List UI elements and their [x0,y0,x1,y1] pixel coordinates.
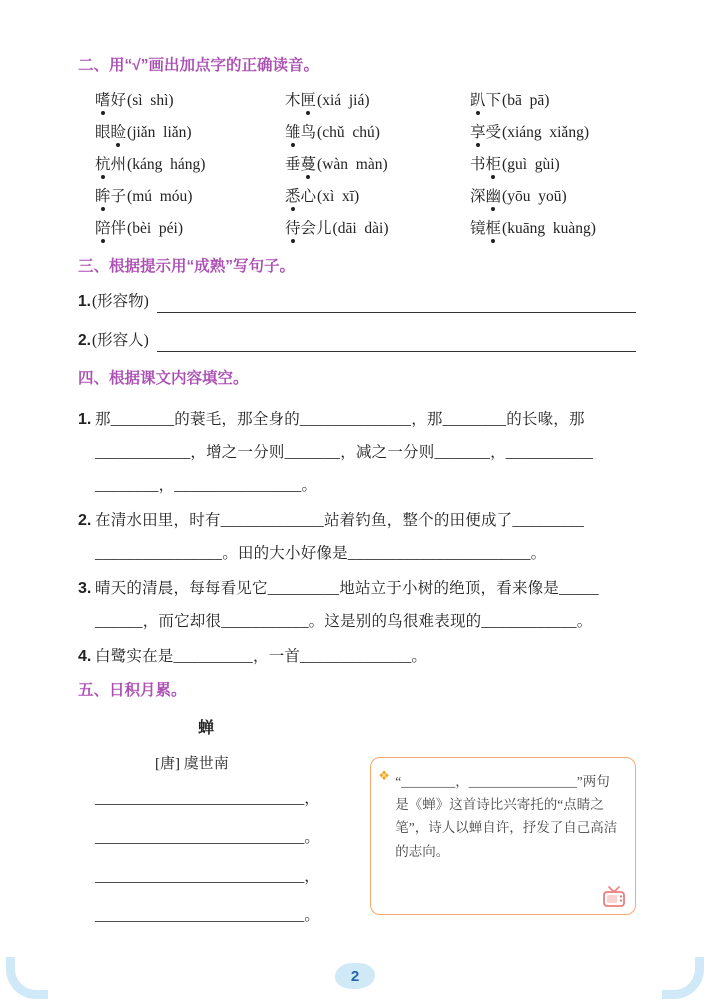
dotted-char: 悉 [285,188,301,205]
word-item [95,90,285,111]
word-item [470,90,636,111]
poem [78,715,370,935]
answer-blank[interactable] [157,332,636,352]
item-number: 2. [78,332,91,349]
tv-icon [602,886,626,907]
word-item [285,186,470,207]
sentence-list [78,291,636,352]
dotted-char: 雏 [285,124,301,141]
section-sentence-heading: 三、根据提示用“成熟”写句子。 [78,258,296,275]
dotted-char: 陪 [95,220,111,237]
fill-line[interactable]: 在清水田里，时有_____________站着钓鱼，整个的田便成了_________ [95,512,584,529]
word-char: 下 [485,92,502,109]
poem-author: [唐] 虞世南 [155,756,229,772]
dotted-char: 蔓 [300,156,317,173]
dotted-char: 匣 [300,92,317,109]
word-item [95,154,285,175]
page-corner-left-decoration [6,957,48,999]
word-char: 好 [110,92,127,109]
word-char: 子 [110,188,127,205]
poem-blank-line[interactable]: ___________________________。 [95,829,320,846]
pinyin-options[interactable]: (yōu yoū) [502,188,567,205]
item-label: (形容物) [91,293,149,310]
pinyin-options[interactable]: (jiǎn liǎn) [127,124,192,141]
page-number: 2 [350,967,360,985]
word-item [470,218,636,239]
item-label: (形容人) [91,332,149,349]
word-item [470,154,636,175]
item-number: 4. [78,648,92,665]
item-number: 1. [78,411,92,428]
item-number: 2. [78,512,92,529]
poem-title: 蝉 [198,720,215,737]
dotted-char: 杭 [95,156,111,173]
word-char: 会儿 [300,220,332,237]
accumulate-block [78,715,636,935]
word-char: 木 [285,92,301,109]
dotted-char: 睑 [110,124,127,141]
word-item [470,122,636,143]
fill-line[interactable]: ____________，增之一分则_______，减之一分则_______，___________ [95,444,594,461]
fill-line[interactable]: 那________的蓑毛，那全身的______________，那________的长喙，那 [95,411,585,428]
dotted-char: 趴 [470,92,486,109]
word-char: 垂 [285,156,301,173]
poem-lines [78,779,370,935]
pinyin-options[interactable]: (xì xī) [317,188,360,205]
word-char: 受 [485,124,502,141]
fill-item [78,504,636,570]
page-number-badge [335,963,375,989]
fill-item [78,572,636,638]
dotted-char: 框 [485,220,502,237]
section-accumulate-heading: 五、日积月累。 [78,682,187,699]
fill-line[interactable]: ________________。田的大小好像是_______________________。 [95,545,547,562]
word-char: 鸟 [300,124,317,141]
hint-text: “________，________________”两句是《蝉》这首诗比兴寄托的“点睛之笔”，诗人以蝉自许，抒发了自己高洁的志向。 [395,774,618,859]
dotted-char: 待 [285,220,301,237]
poem-blank-line[interactable]: ___________________________， [95,790,320,807]
dotted-char: 嗜 [95,92,111,109]
pinyin-options[interactable]: (bèi péi) [127,220,183,237]
sentence-item [78,330,636,352]
dotted-char: 享 [470,124,486,141]
pinyin-options[interactable]: (wàn màn) [317,156,388,173]
pinyin-options[interactable]: (mú móu) [127,188,193,205]
word-item [285,218,470,239]
word-char: 州 [110,156,127,173]
dotted-char: 眸 [95,188,111,205]
pinyin-options[interactable]: (bā pā) [502,92,550,109]
fill-line[interactable]: 晴天的清晨，每每看见它_________地站立于小树的绝顶，看来像是_____ [95,580,599,597]
word-item [470,186,636,207]
pinyin-options[interactable]: (dāi dài) [332,220,389,237]
sparkle-icon: ❖ [378,768,390,783]
pinyin-options[interactable]: (xiá jiá) [317,92,370,109]
word-item [285,90,470,111]
dotted-char: 幽 [485,188,502,205]
section-fill-heading: 四、根据课文内容填空。 [78,370,249,387]
poem-blank-line[interactable]: ___________________________， [95,868,320,885]
word-char: 心 [300,188,317,205]
answer-blank[interactable] [157,293,636,313]
item-number: 3. [78,580,92,597]
word-char: 书 [470,156,486,173]
pinyin-options[interactable]: (chǔ chú) [317,124,380,141]
item-number: 1. [78,293,91,310]
fill-line[interactable]: ________，________________。 [95,477,318,494]
pinyin-options[interactable]: (kuāng kuàng) [502,220,596,237]
section-pronunciation-heading: 二、用“√”画出加点字的正确读音。 [78,57,320,74]
page-corner-right-decoration [662,957,704,999]
pinyin-options[interactable]: (káng háng) [127,156,206,173]
word-item [95,122,285,143]
word-item [95,218,285,239]
pinyin-options[interactable]: (guì gùi) [502,156,560,173]
fill-line[interactable]: 白鹭实在是__________，一首______________。 [95,648,428,665]
hint-box [370,757,636,915]
fill-item [78,640,636,673]
word-item [285,122,470,143]
word-item [95,186,285,207]
word-char: 伴 [110,220,127,237]
fill-item [78,403,636,502]
fill-list [78,403,636,673]
word-char: 眼 [95,124,111,141]
fill-line[interactable]: ______，而它却很___________。这是别的鸟很难表现的____________。 [95,613,593,630]
pinyin-options[interactable]: (sì shì) [127,92,174,109]
word-grid [78,90,636,239]
page-footer [0,963,710,989]
dotted-char: 柜 [485,156,502,173]
word-char: 镜 [470,220,486,237]
word-char: 深 [470,188,486,205]
sentence-item [78,291,636,313]
poem-blank-line[interactable]: ___________________________。 [95,907,320,924]
word-item [285,154,470,175]
pinyin-options[interactable]: (xiáng xiǎng) [502,124,589,141]
